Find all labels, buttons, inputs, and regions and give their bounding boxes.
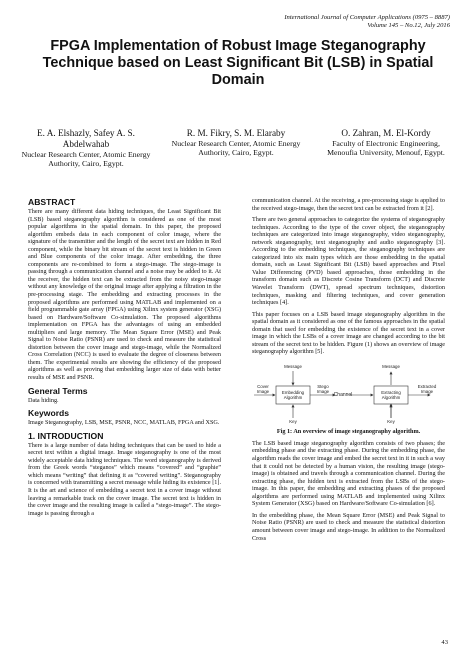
label-key-right: Key (387, 418, 395, 424)
introduction-heading: 1. INTRODUCTION (28, 430, 104, 441)
label-message-input: Message (284, 363, 302, 369)
author-names: R. M. Fikry, S. M. Elaraby (186, 128, 286, 138)
figure-caption: Fig 1: An overview of image steganography algorithm. (276, 427, 421, 435)
label-key-left: Key (289, 418, 297, 424)
body-paragraph: The LSB based image steganography algorithm consists of two phases; the embedding phase and the extracting phase. During the embedding phase, the algorithm reads the cover image and embed the secret text in it in such a way that it could not be detected by a human vision, the resulting image (stego-image) is obtained and travels through a communication channel. During the extracting phase, the hidden text is extracted from the LSBs of the stego-image. In this paper, the embedding and extracting phases of the proposed algorithms are performed using MATLAB and implemented using Xilinx System Generator (XSG) based on Hardware/Software Co-simulation [6]. (252, 439, 445, 508)
author-group-3 (318, 128, 454, 158)
label-cover-image: Cover Image (256, 383, 270, 394)
general-terms-heading: General Terms (28, 385, 88, 396)
keywords-text: Image Steganography, LSB, MSE, PSNR, NCC, MATLAB, FPGA and XSG. (28, 419, 220, 427)
journal-header (150, 14, 450, 30)
label-embedding: Embedding Algorithm (281, 389, 305, 400)
author-group-2 (170, 128, 302, 158)
paper-title: FPGA Implementation of Robust Image Steganography Technique based on Least Significant Bit (LSB) in Spatial Domain (42, 38, 434, 88)
author-affiliation: Nuclear Research Center, Atomic Energy Authority, Cairo, Egypt. (171, 138, 301, 158)
author-group-1 (20, 128, 152, 168)
left-column (28, 197, 221, 521)
introduction-text: There is a large number of data hiding techniques that can be used to hide a secret text within a digital image. Image steganography is one of the most widely acceptable data hiding techniques. The word steganography is derived from the Greek words “steganos” which means “covered” and “graphie” which means “writing” that defining it as “covered writing”. Steganography is concerned with transmitting a secret message while hiding its existence [1]. It is the art and science of embedding a secret text in a cover image without leaving a remarkable track on the cover image. The secret text is hidden in the cover image and the resulting image is called a “stego-image”. The stego-image is passing through a (28, 441, 221, 517)
author-names: E. A. Elshazly, Safey A. S. Abdelwahab (37, 128, 135, 149)
label-extracted-image: Extracted Image (417, 383, 437, 394)
abstract-heading: ABSTRACT (28, 197, 76, 207)
body-paragraph: In the embedding phase, the Mean Square Error (MSE) and Peak Signal to Noise Ratio (PSNR) are used to check and measure the statistical distortion amount between cover image and stego-image. In addition to the Normalized Cross (252, 511, 445, 542)
keywords-heading: Keywords (28, 408, 70, 419)
body-paragraph: This paper focuses on a LSB based image steganography algorithm in the spatial domain as it considered as one of the famous approaches in the spatial domain that used for embedding the existence of the secret text in a cover image in which the LSBs of a cover image are changed according to the bit stream of the secret text to be hidden. Figure (1) shows an overview of image steganography algorithm [5]. (252, 310, 445, 356)
label-stego-image: Stego Image (316, 383, 330, 394)
abstract-text: There are many different data hiding techniques, the Least Significant Bit (LSB) based steganography algorithm is considered as one of the most popular algorithms in the spatial domain. In this paper, the proposed algorithm embeds data in each component of color image, where the signature of the transmitter and the length of the secret text are hidden in Red component, while the binary bit stream of the secret text is hidden in Green and Blue components of the color image. After embedding, the three components are re-combined to form a stego-image. The stego-image is passing through a communication channel and a noise may be added to it. At the receiver, the hidden text can be extracted from the noisy stego-image without any knowledge of the original image after applying a filtration in the pre-processing stage. The embedding and extracting processes in the proposed algorithms are performed using MATLAB and implemented on a field programmable gate array (FPGA) using Xilinx system generator (XSG) based on Hardware/Software Co-simulation. The proposed algorithms implementation on FPGA has the advantages of using an embedded multipliers and large memory. The Mean Square Error (MSE) and Peak Signal to Noise Ratio (PSNR) are used to check and measure the statistical distortion between the cover image and stego-image, while the Normalized Cross Correlation (NCC) is used to evaluate the degree of closeness between them. The experimental results are showing the efficiency of the proposed algorithms as well as proving that embedding larger size of data with better results of MSE and PSNR. (28, 208, 221, 382)
label-message-output: Message (382, 363, 400, 369)
label-extracting: Extracting Algorithm (381, 389, 401, 400)
author-names: O. Zahran, M. El-Kordy (341, 128, 431, 138)
label-channel: Channel (333, 391, 353, 398)
author-affiliation: Faculty of Electronic Engineering, Menoufia University, Menouf, Egypt. (327, 138, 445, 158)
body-paragraph: communication channel. At the receiving, a pre-processing stage is applied to the received stego-image, then the secret text can be extracted from it [2]. (252, 197, 445, 212)
journal-name: International Journal of Computer Applications (0975 – 8887) (284, 14, 450, 21)
author-affiliation: Nuclear Research Center, Atomic Energy Authority, Cairo, Egypt. (21, 149, 151, 168)
page-number: 43 (441, 639, 448, 646)
figure-steganography-overview (252, 360, 445, 428)
body-paragraph: There are two general approaches to categorize the systems of steganography techniques. According to the type of the cover object, the steganography techniques are categorized into image steganography, video steganography, network steganography, text steganography and audio steganography [3]. According to the embedding techniques, the steganography techniques are categorized into six main types which are those embedding in the spatial domain, such as Least Significant Bit (LSB) based approaches and Pixel Value Differencing (PVD) based approaches, those embedding in the transform domain such as Discrete Cosine Transform (DCT) and Discrete Wavelet Transform (DWT), spread spectrum techniques, distortion techniques, masking and filtering techniques, and cover generation techniques [4]. (252, 216, 445, 307)
journal-volume: Volume 145 – No.12, July 2016 (367, 22, 450, 29)
right-column (252, 197, 445, 546)
general-terms-text: Data hiding. (28, 396, 59, 404)
